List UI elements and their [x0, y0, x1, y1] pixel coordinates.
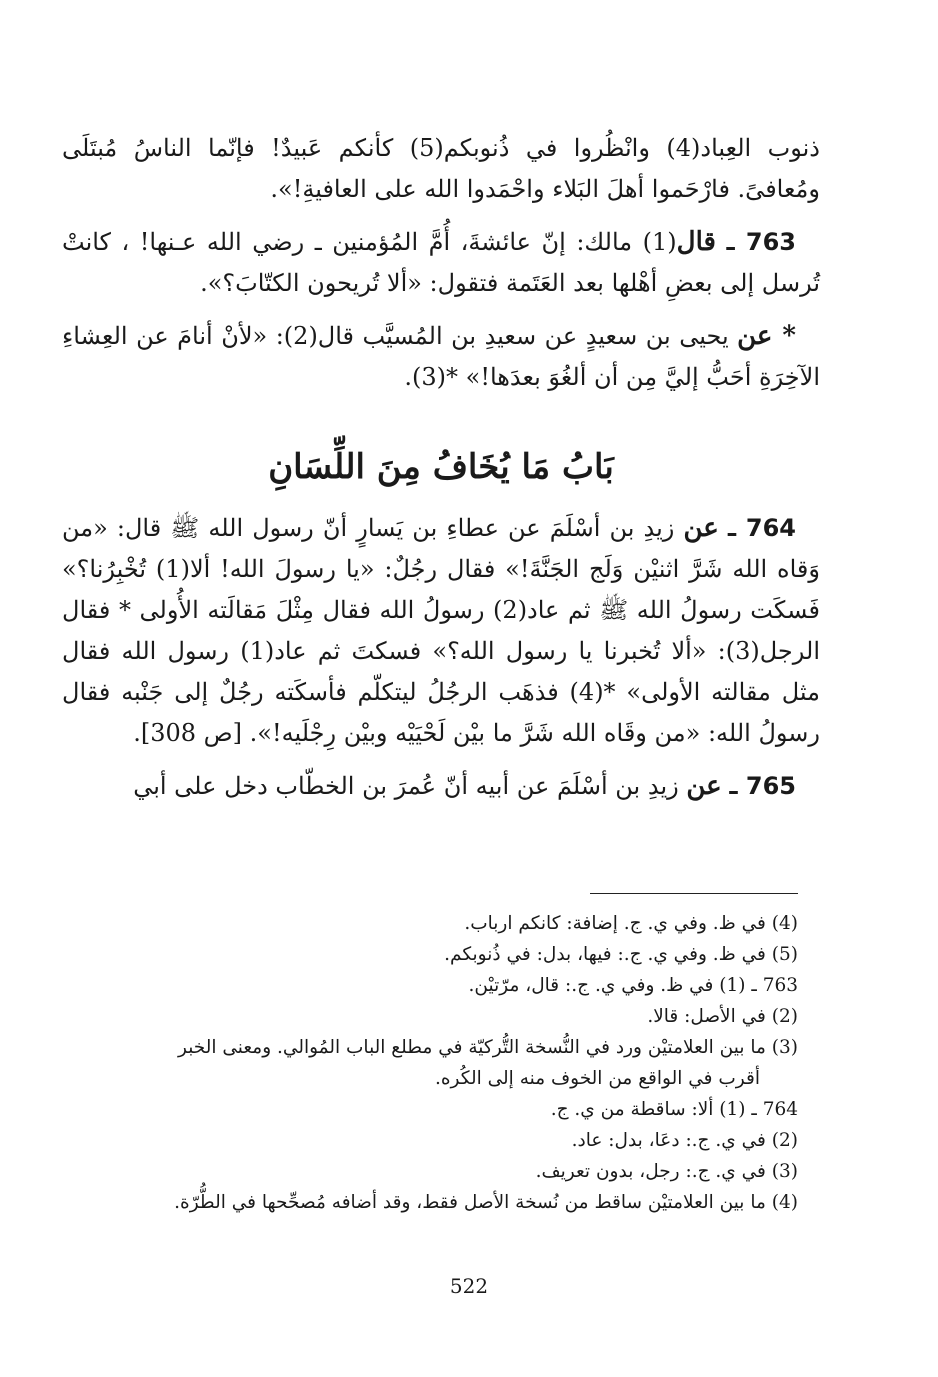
paragraph-text: زيدِ بن أسْلَمَ عن عطاءِ بن يَسارٍ أنّ رسول الله ﷺ قال: «من وَقاه الله شَرَّ اثنيْن وَلَج الجَنَّةَ!» فقال رجُلٌ: «يا رسولَ الله! ألا(1) تُخْبِرُنا؟» فَسكَت رسولُ الله ﷺ ثم عاد(2) رسولُ الله فقال مِثْلَ مَقالَته الأُولى * فقال الرجل(3): «ألا تُخبرنا يا رسول الله؟» فسكتَ ثم عاد(1) رسول الله فقال مثل مقالته الأولى» *(4) فذهَب الرجُلُ ليتكلّم فأسكَته رجُلٌ إلى جَنْبه فقال رسولُ الله: «من وقَاه الله شَرَّ ما بيْن لَحْيَيْه وبيْن رِجْلَيه!». [ص 308]. — [62, 514, 820, 747]
footnote: (3) في ي. ج.: رجل، بدون تعريف. — [535, 1161, 798, 1182]
chapter-title: بَابُ مَا يُخَافُ مِنَ اللِّسَانِ — [268, 447, 614, 487]
paragraph-text: ذنوب العِباد(4) وانْظُروا في ذُنوبكم(5) كأنكم عَبيدٌ! فإنّما الناسُ مُبتَلَى ومُعافىً. فارْحَموا أهلَ البَلاء واحْمَدوا الله على العافيةِ!». — [62, 134, 820, 203]
lead-word: قال — [676, 227, 716, 257]
footnote-separator — [590, 893, 798, 894]
footnote: 764 ـ (1) ألا: ساقطة من ي. ج. — [550, 1099, 798, 1120]
main-text — [62, 128, 820, 819]
hadith-number: 765 ـ — [729, 772, 796, 800]
hadith-number: 764 ـ — [727, 514, 796, 542]
footnote: (5) في ظ. وفي ي. ج.: فيها، بدل: في ذُنوبكم. — [444, 944, 798, 965]
footnote: (4) ما بين العلامتيْن ساقط من نُسخة الأصل فقط، وقد أضافه مُصحِّحها في الطُّرّة. — [174, 1192, 798, 1213]
page-number: 522 — [449, 1274, 489, 1298]
paragraph-764 — [62, 508, 820, 754]
footnote: (2) في ي. ج.: دعَا، بدل: عاد. — [571, 1130, 798, 1151]
paragraph-text: يحيى بن سعيدٍ عن سعيدِ بن المُسيَّب قال(2): «لأنْ أنامَ عن العِشاءِ الآخِرَةِ أحَبُّ إليَّ مِن أن ألغُوَ بعدَها!» *(3). — [62, 322, 820, 391]
footnote: (2) في الأصل: قالا. — [647, 1006, 798, 1027]
paragraph-text: زيدِ بن أسْلَمَ عن أبيه أنّ عُمرَ بن الخطّاب دخل على أبي — [133, 772, 679, 800]
hadith-number: 763 ـ — [726, 228, 797, 256]
footnotes — [66, 908, 798, 1218]
lead-word: عن — [683, 513, 719, 543]
paragraph-763 — [62, 222, 820, 304]
footnote: 763 ـ (1) في ظ. وفي ي. ج.: قال، مرّتيْن. — [468, 975, 798, 996]
lead-word: * عن — [737, 321, 796, 351]
footnote: (4) في ظ. وفي ي. ج. إضافة: كانكم ارباب. — [464, 913, 798, 934]
paragraph-continuation — [62, 128, 820, 210]
paragraph-text: (1) مالك: إنّ عائشةَ، أُمَّ المُؤمنين ـ رضي الله عـنها! ، كانتْ تُرسل إلى بعضِ أهْلها بعد العَتَمة فتقول: «ألا تُريحون الكتّابَ؟». — [62, 228, 820, 297]
footnote-continuation: أقرب في الواقع من الخوف منه إلى الكُره. — [434, 1068, 760, 1089]
paragraph-765 — [62, 766, 820, 807]
footnote: (3) ما بين العلامتيْن ورد في النُّسخة التُّركيّة في مطلع الباب المُوالي. ومعنى الخبر — [177, 1037, 798, 1058]
paragraph-asterisk — [62, 316, 820, 398]
lead-word: عن — [686, 771, 722, 801]
